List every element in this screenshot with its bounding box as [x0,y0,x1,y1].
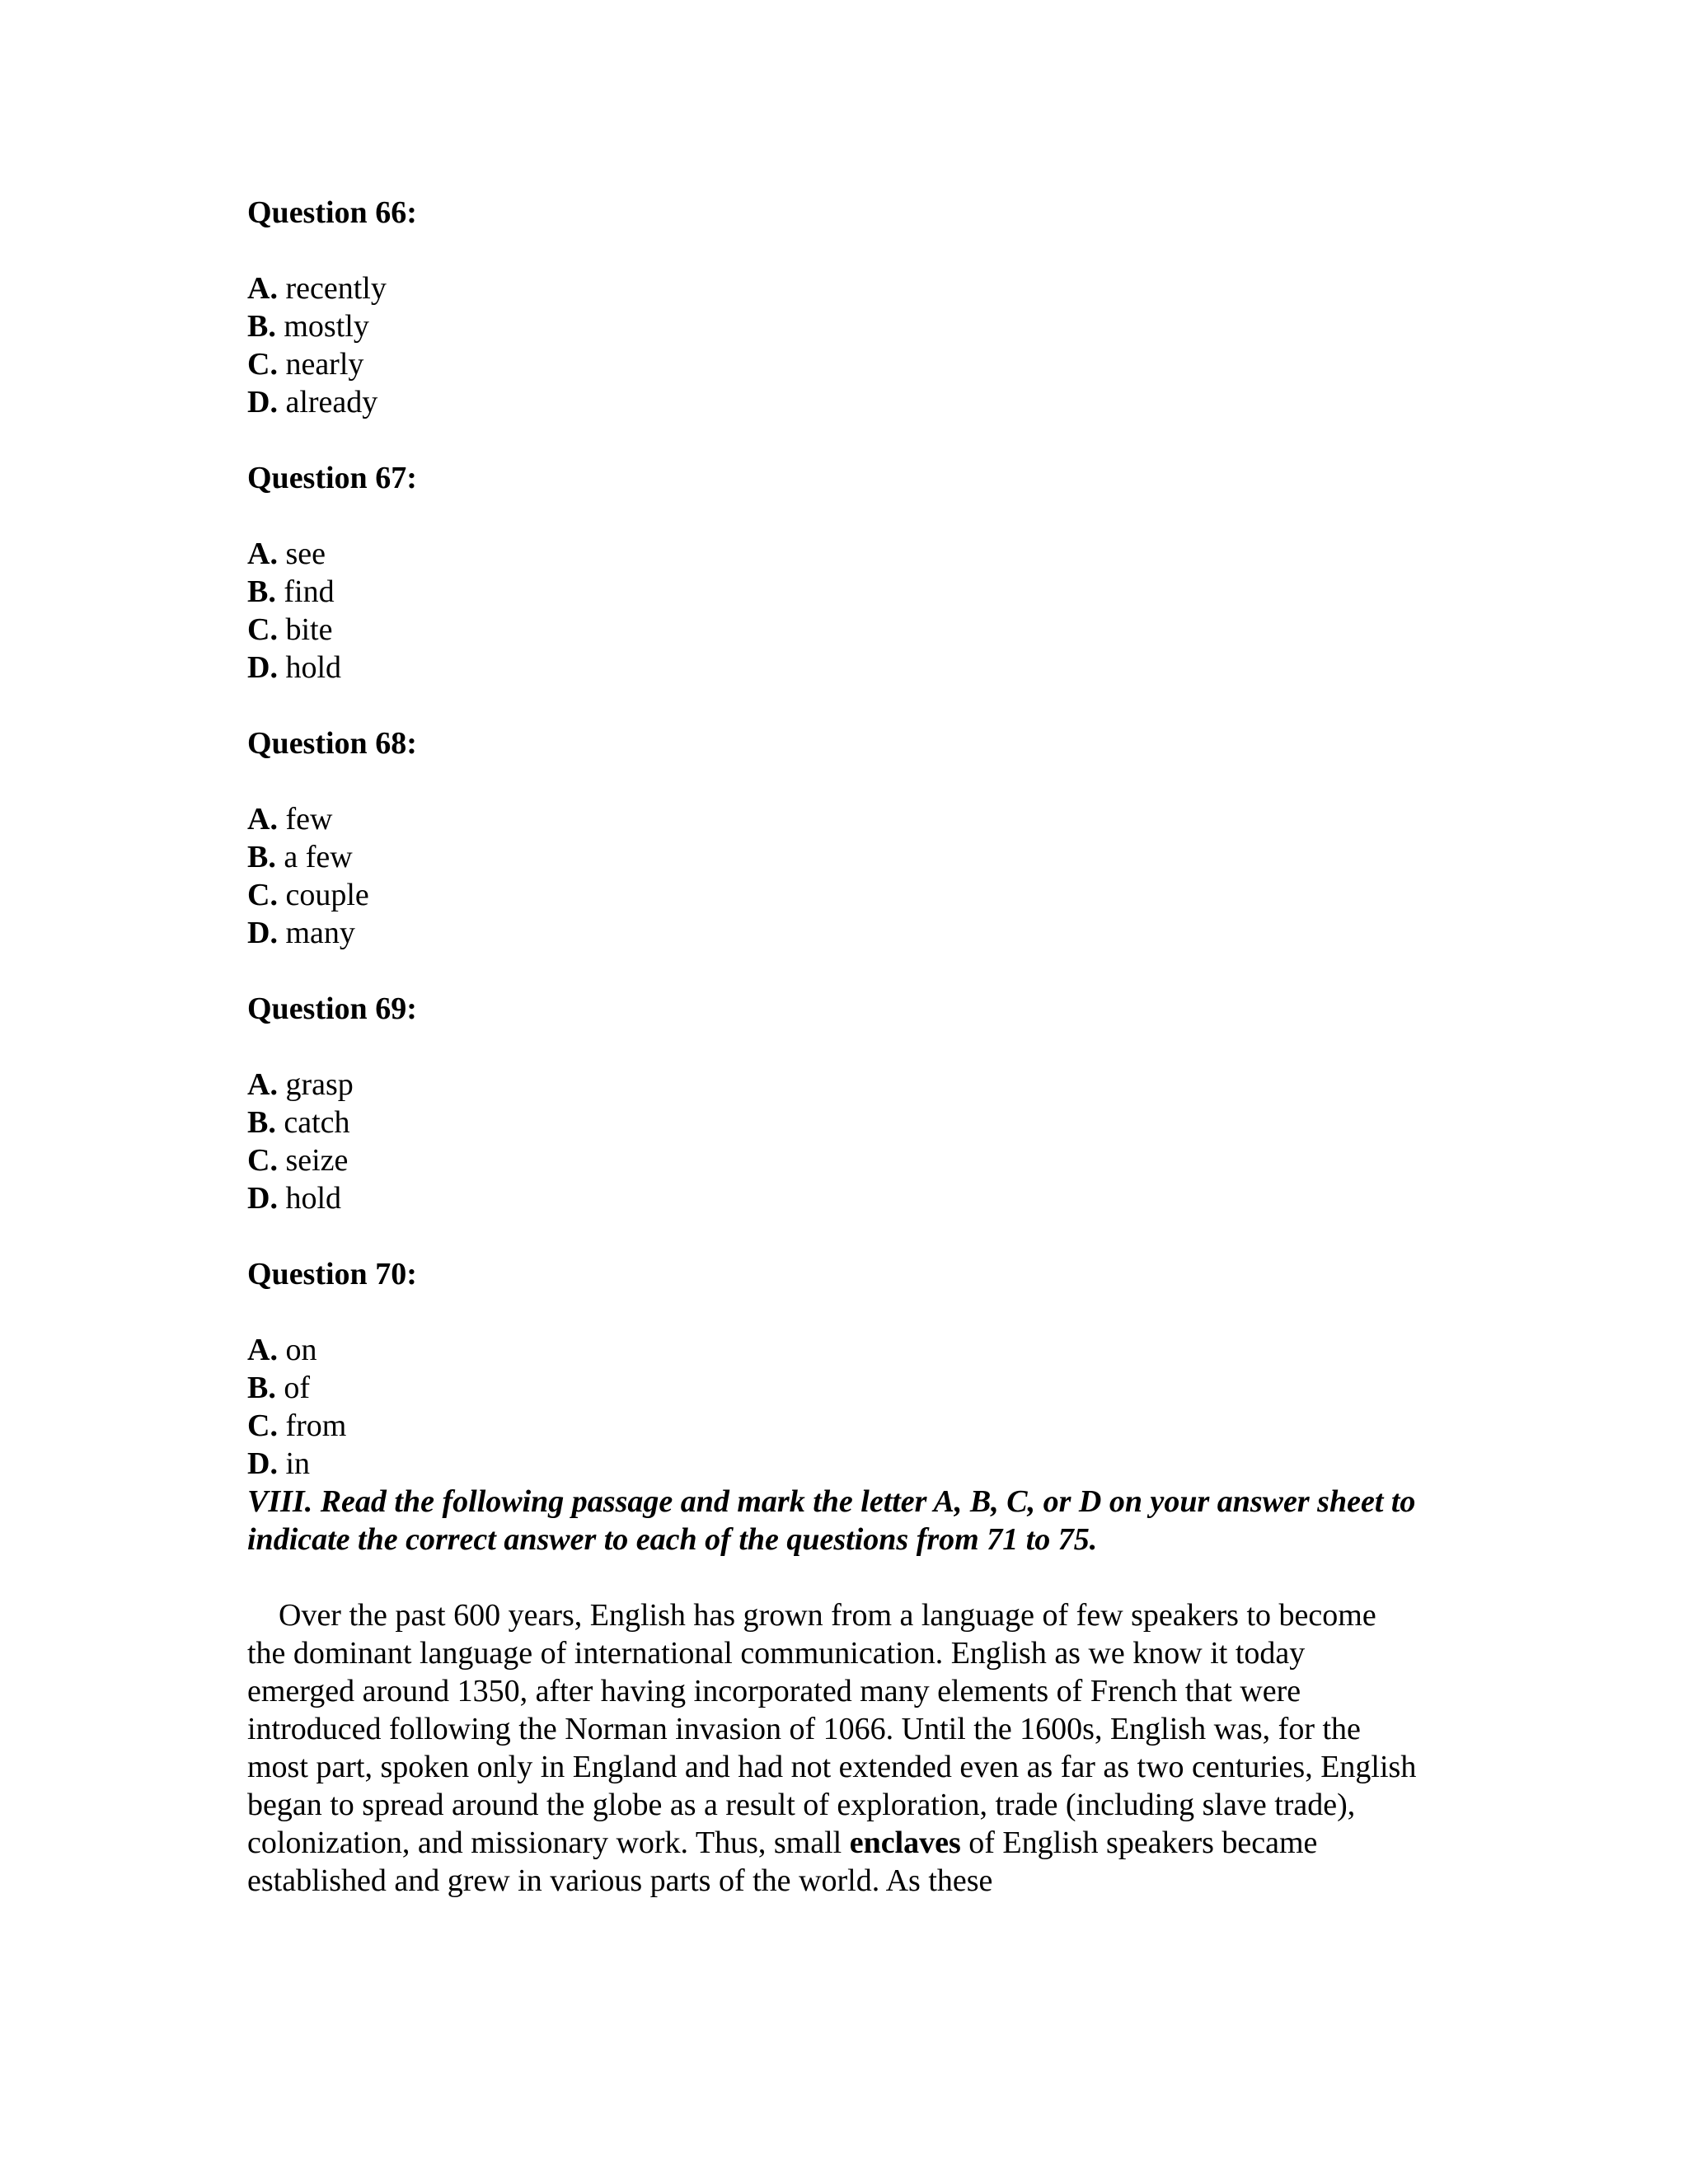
option-text: seize [285,1143,349,1178]
option-d [247,649,1418,687]
option-text: recently [285,271,387,306]
option-text: catch [284,1105,350,1140]
question-title: Question 66: [247,195,417,230]
passage-highlight-word: enclaves [849,1825,961,1860]
question-69 [247,990,1418,1217]
option-a [247,269,1418,307]
option-letter: D. [247,916,278,950]
option-d [247,383,1418,421]
option-letter: D. [247,650,278,685]
option-letter: A. [247,802,278,837]
option-a [247,535,1418,573]
option-c [247,611,1418,649]
option-letter: C. [247,1143,278,1178]
option-letter: A. [247,1333,278,1367]
option-c [247,1407,1418,1445]
option-letter: D. [247,1446,278,1481]
section-instruction: VIII. Read the following passage and mark the letter A, B, C, or D on your answer sheet to indicate the correct answer to each of the questions from 71 to 75. [247,1484,1416,1557]
option-text: already [285,385,378,419]
option-a [247,800,1418,838]
option-a [247,1331,1418,1369]
option-d [247,1445,1418,1483]
option-text: see [285,537,326,571]
passage-text-after: of English speakers became established and grew in various parts of the world. As these [247,1825,1318,1898]
passage-text-before: Over the past 600 years, English has grown from a language of few speakers to become the dominant language of international communication. English as we know it today emerged around 1350, after having incorporated many elements of French that were introduced following the Norman invasion of 1066. Until the 1600s, English was, for the most part, spoken only in England and had not extended even as far as two centuries, English began to spread around the globe as a result of exploration, trade (including slave trade), colonization, and missionary work. Thus, small [247,1598,1417,1860]
option-text: hold [285,650,342,685]
option-text: grasp [285,1067,354,1102]
option-letter: D. [247,1181,278,1216]
option-letter: A. [247,537,278,571]
option-letter: B. [247,309,276,344]
option-b [247,573,1418,611]
question-title: Question 67: [247,461,417,495]
option-text: in [285,1446,311,1481]
option-letter: B. [247,574,276,609]
option-b [247,307,1418,345]
option-c [247,876,1418,914]
option-a [247,1066,1418,1104]
question-70 [247,1255,1418,1483]
option-text: couple [285,878,369,912]
option-letter: A. [247,1067,278,1102]
option-c [247,345,1418,383]
question-title: Question 69: [247,991,417,1026]
option-letter: D. [247,385,278,419]
question-title: Question 70: [247,1257,417,1291]
option-b [247,1104,1418,1141]
option-c [247,1141,1418,1179]
option-letter: C. [247,878,278,912]
option-text: hold [285,1181,342,1216]
option-text: few [285,802,333,837]
option-text: on [285,1333,317,1367]
question-title: Question 68: [247,726,417,761]
option-letter: C. [247,347,278,382]
option-text: bite [285,612,333,647]
option-text: from [285,1408,347,1443]
option-letter: A. [247,271,278,306]
option-letter: B. [247,1371,276,1405]
option-text: find [284,574,335,609]
option-letter: B. [247,840,276,874]
reading-passage [247,1596,1418,1900]
option-d [247,1179,1418,1217]
option-text: a few [284,840,353,874]
option-text: nearly [285,347,364,382]
option-text: mostly [284,309,369,344]
question-67 [247,459,1418,687]
question-66 [247,194,1418,421]
option-b [247,1369,1418,1407]
question-68 [247,724,1418,952]
option-text: of [284,1371,311,1405]
option-letter: C. [247,612,278,647]
document-page [247,194,1418,1900]
option-b [247,838,1418,876]
option-letter: B. [247,1105,276,1140]
option-letter: C. [247,1408,278,1443]
option-text: many [285,916,355,950]
option-d [247,914,1418,952]
